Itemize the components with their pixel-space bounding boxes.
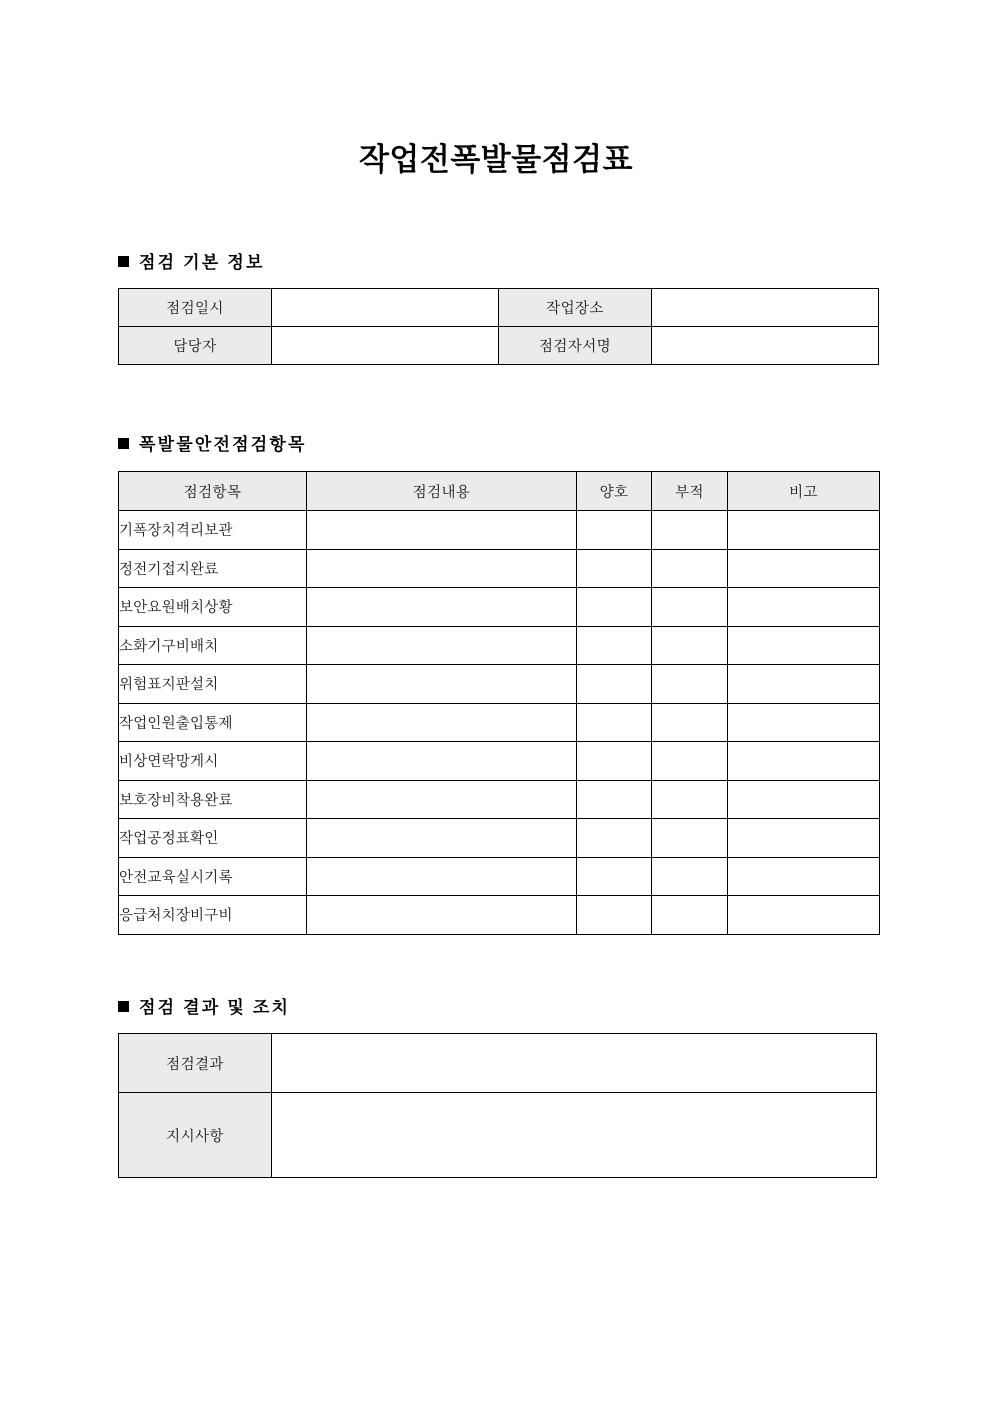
field-inspector-signature[interactable] [652,327,879,365]
label-person-in-charge: 담당자 [119,327,272,365]
table-row [119,896,880,935]
table-row [119,289,879,327]
checklist-note-field[interactable] [728,549,880,588]
checklist-item-label: 비상연락망게시 [119,742,307,781]
checklist-bad-checkbox[interactable] [652,626,728,665]
table-row [119,511,880,550]
checklist-note-field[interactable] [728,819,880,858]
checklist-item-label: 기폭장치격리보관 [119,511,307,550]
checklist-good-checkbox[interactable] [577,626,652,665]
checklist-item-label: 안전교육실시기록 [119,857,307,896]
checklist-good-checkbox[interactable] [577,703,652,742]
checklist-bad-checkbox[interactable] [652,703,728,742]
table-row [119,665,880,704]
column-header-bad: 부적 [652,472,728,511]
section-heading-basic-info [118,248,265,273]
checklist-content-field[interactable] [307,626,577,665]
checklist-note-field[interactable] [728,857,880,896]
explosives-safety-checklist-table [118,471,880,935]
table-row [119,819,880,858]
field-inspection-datetime[interactable] [272,289,499,327]
checklist-note-field[interactable] [728,896,880,935]
table-row [119,742,880,781]
square-bullet-icon [118,1001,129,1012]
checklist-note-field[interactable] [728,626,880,665]
table-row [119,857,880,896]
checklist-item-label: 응급처치장비구비 [119,896,307,935]
checklist-item-label: 작업공정표확인 [119,819,307,858]
checklist-good-checkbox[interactable] [577,896,652,935]
field-inspection-result[interactable] [272,1034,877,1093]
checklist-note-field[interactable] [728,588,880,627]
section-heading-result [118,993,290,1018]
label-inspection-datetime: 점검일시 [119,289,272,327]
basic-info-table [118,288,879,365]
checklist-bad-checkbox[interactable] [652,896,728,935]
checklist-item-label: 위험표지판설치 [119,665,307,704]
checklist-bad-checkbox[interactable] [652,549,728,588]
section-heading-result-label: 점검 결과 및 조치 [139,998,291,1017]
table-row [119,1034,877,1093]
column-header-item: 점검항목 [119,472,307,511]
checklist-good-checkbox[interactable] [577,665,652,704]
inspection-result-table [118,1033,877,1178]
table-row [119,780,880,819]
checklist-bad-checkbox[interactable] [652,780,728,819]
checklist-bad-checkbox[interactable] [652,742,728,781]
checklist-bad-checkbox[interactable] [652,665,728,704]
checklist-content-field[interactable] [307,896,577,935]
checklist-good-checkbox[interactable] [577,549,652,588]
checklist-good-checkbox[interactable] [577,819,652,858]
field-instructions[interactable] [272,1093,877,1178]
section-heading-checklist-label: 폭발물안전점검항목 [139,435,307,454]
checklist-note-field[interactable] [728,703,880,742]
checklist-good-checkbox[interactable] [577,511,652,550]
checklist-item-label: 정전기접지완료 [119,549,307,588]
checklist-good-checkbox[interactable] [577,780,652,819]
checklist-note-field[interactable] [728,780,880,819]
checklist-content-field[interactable] [307,857,577,896]
section-heading-basic-info-label: 점검 기본 정보 [139,253,265,272]
column-header-content: 점검내용 [307,472,577,511]
checklist-item-label: 소화기구비배치 [119,626,307,665]
checklist-body [119,511,880,935]
checklist-content-field[interactable] [307,703,577,742]
table-row [119,703,880,742]
checklist-content-field[interactable] [307,511,577,550]
checklist-good-checkbox[interactable] [577,588,652,627]
field-work-location[interactable] [652,289,879,327]
checklist-content-field[interactable] [307,780,577,819]
checklist-bad-checkbox[interactable] [652,511,728,550]
page-title: 작업전폭발물점검표 [358,142,633,177]
column-header-remarks: 비고 [728,472,880,511]
checklist-good-checkbox[interactable] [577,857,652,896]
checklist-content-field[interactable] [307,819,577,858]
label-work-location: 작업장소 [499,289,652,327]
checklist-content-field[interactable] [307,588,577,627]
section-heading-checklist [118,430,307,455]
table-row [119,588,880,627]
column-header-good: 양호 [577,472,652,511]
square-bullet-icon [118,438,129,449]
square-bullet-icon [118,256,129,267]
checklist-content-field[interactable] [307,665,577,704]
checklist-bad-checkbox[interactable] [652,588,728,627]
checklist-bad-checkbox[interactable] [652,819,728,858]
checklist-content-field[interactable] [307,742,577,781]
table-row [119,1093,877,1178]
table-header-row [119,472,880,511]
checklist-item-label: 작업인원출입통제 [119,703,307,742]
table-row [119,626,880,665]
checklist-good-checkbox[interactable] [577,742,652,781]
label-inspection-result: 점검결과 [119,1034,272,1093]
field-person-in-charge[interactable] [272,327,499,365]
checklist-content-field[interactable] [307,549,577,588]
checklist-note-field[interactable] [728,511,880,550]
checklist-note-field[interactable] [728,665,880,704]
checklist-item-label: 보호장비착용완료 [119,780,307,819]
checklist-item-label: 보안요원배치상황 [119,588,307,627]
table-row [119,549,880,588]
checklist-note-field[interactable] [728,742,880,781]
checklist-bad-checkbox[interactable] [652,857,728,896]
label-instructions: 지시사항 [119,1093,272,1178]
label-inspector-signature: 점검자서명 [499,327,652,365]
table-row [119,327,879,365]
